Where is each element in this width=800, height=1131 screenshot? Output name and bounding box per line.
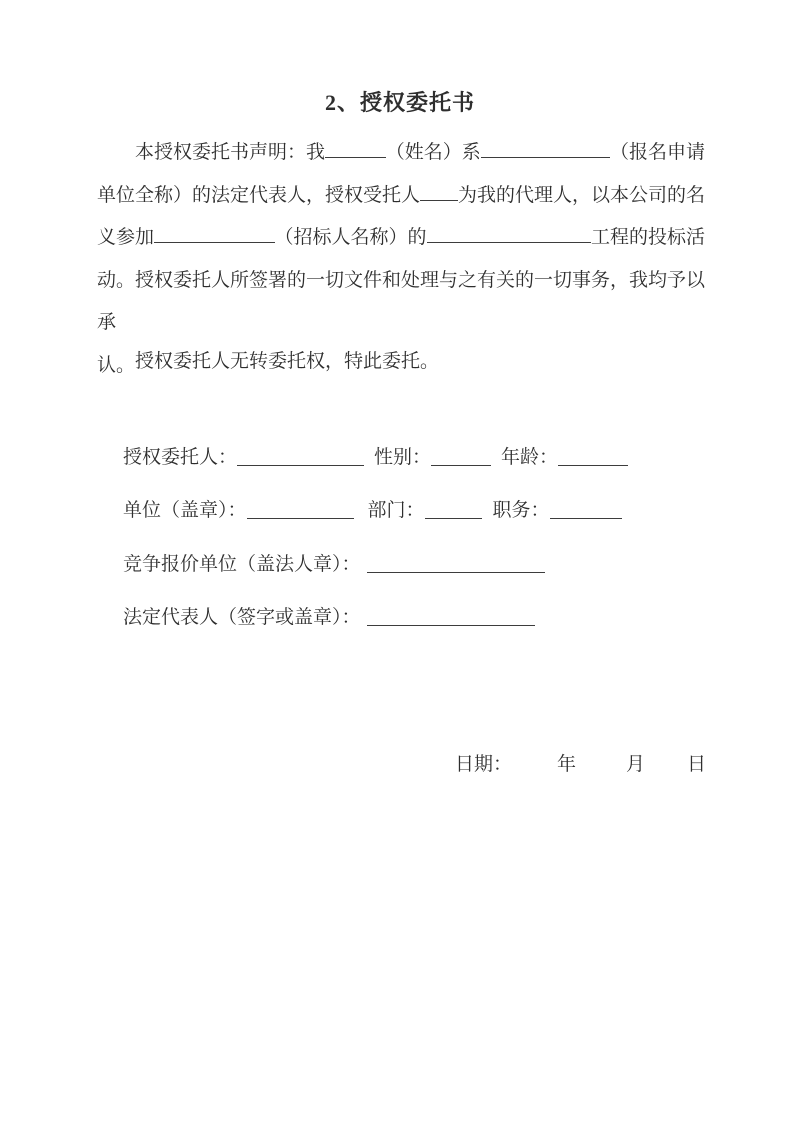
text-segment: 义参加 — [97, 227, 155, 248]
blank-underline — [247, 514, 354, 519]
blank-underline — [431, 461, 491, 466]
spacer — [364, 462, 374, 463]
spacer — [482, 515, 493, 516]
spacer — [576, 769, 626, 770]
text-segment: 职务： — [492, 500, 550, 521]
spacer — [354, 515, 368, 516]
document-title: 2、授权委托书 — [324, 90, 475, 115]
text-segment: 动。授权委托人所签署的一切文件和处理与之有关的一切事务，我均予以承 — [97, 269, 706, 333]
form-row — [123, 605, 535, 630]
blank-underline — [367, 568, 545, 573]
text-segment: 月 — [626, 754, 646, 775]
body-line — [97, 260, 705, 345]
body-line — [97, 132, 705, 175]
text-segment: 日期： — [455, 754, 513, 775]
blank-underline — [427, 238, 591, 243]
body-line — [97, 175, 705, 218]
spacer — [97, 157, 135, 158]
text-segment: 竞争报价单位（盖法人章）： — [123, 554, 361, 575]
form-row — [123, 445, 628, 470]
text-segment: 单位全称）的法定代表人，授权受托人 — [97, 184, 421, 206]
text-segment: （招标人名称）的 — [274, 227, 427, 248]
spacer — [491, 462, 501, 463]
text-segment: 为我的代理人，以本公司的名 — [457, 184, 705, 206]
no-subdelegation-line: 授权委托人无转委托权，特此委托。 — [135, 351, 440, 372]
text-segment: （报名申请 — [609, 142, 705, 163]
text-segment: 授权委托人： — [123, 447, 238, 468]
text-segment: 年龄： — [501, 447, 559, 468]
spacer — [512, 769, 557, 770]
blank-underline — [481, 153, 610, 158]
spacer — [645, 769, 687, 770]
blank-underline — [237, 461, 364, 466]
blank-underline — [425, 514, 482, 519]
text-segment: 部门： — [367, 500, 425, 521]
blank-underline — [558, 461, 628, 466]
blank-underline — [550, 514, 622, 519]
text-segment: 本授权委托书声明：我 — [135, 142, 326, 163]
text-segment: 日 — [687, 754, 707, 775]
form-row — [123, 498, 622, 523]
text-segment: 工程的投标活 — [590, 227, 705, 248]
blank-underline — [420, 196, 458, 201]
text-segment: （姓名）系 — [385, 142, 481, 163]
text-segment: 单位（盖章）： — [123, 500, 247, 521]
date-line — [455, 752, 706, 777]
blank-underline — [154, 238, 274, 243]
form-row — [123, 552, 545, 577]
text-segment: 认。 — [97, 354, 136, 376]
blank-underline — [325, 153, 386, 158]
text-segment: 性别： — [374, 447, 432, 468]
text-segment: 年 — [557, 754, 577, 775]
body-line — [97, 217, 705, 260]
text-segment: 法定代表人（签字或盖章）： — [123, 607, 361, 628]
blank-underline — [367, 621, 535, 626]
